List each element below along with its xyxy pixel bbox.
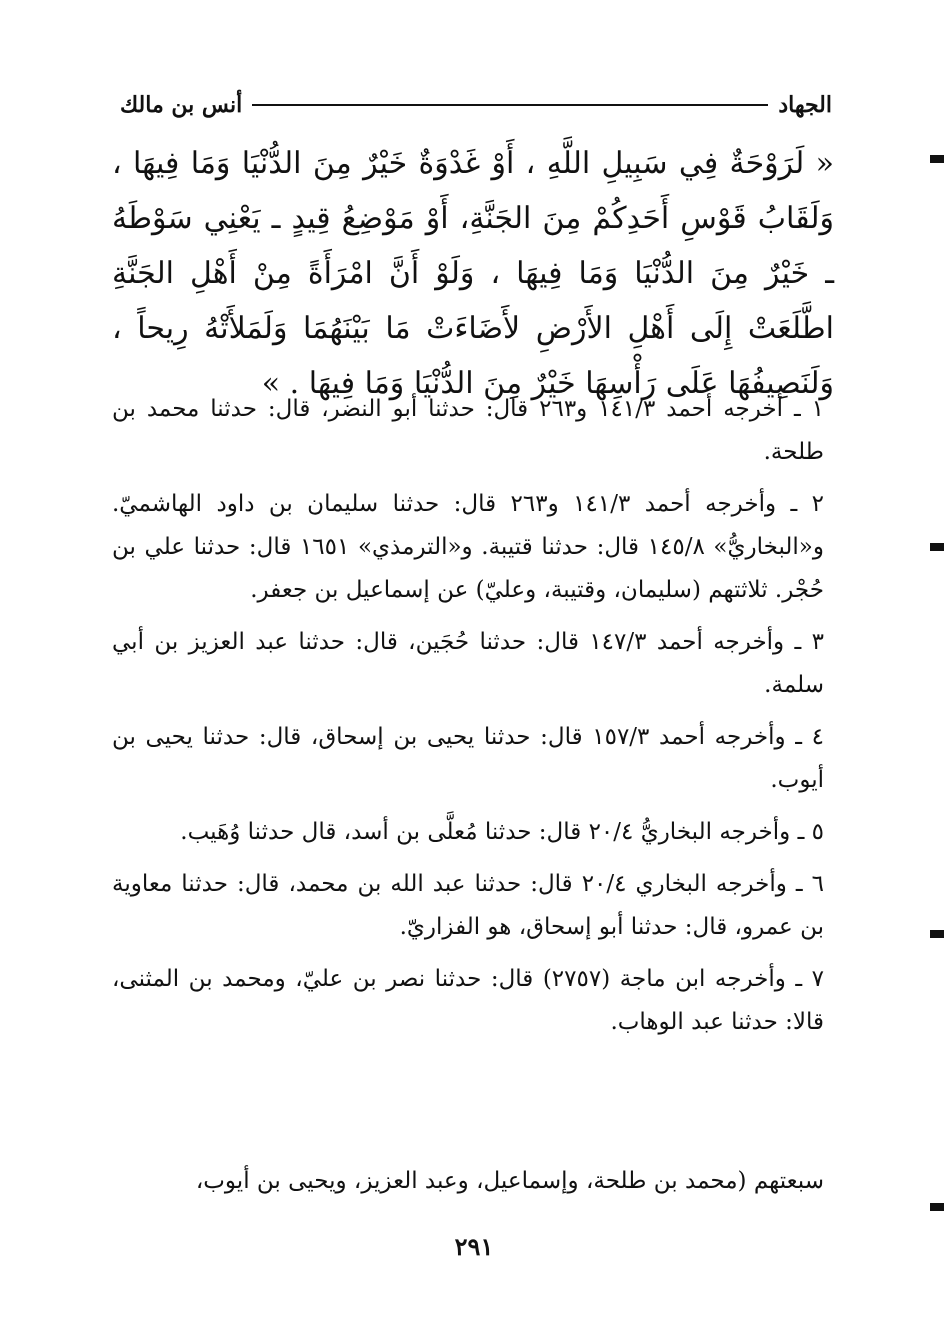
header-rule [252, 104, 768, 106]
footnotes [112, 388, 824, 1053]
footnote-3: ٣ ـ وأخرجه أحمد ١٤٧/٣ قال: حدثنا حُجَين، قال: حدثنا عبد العزيز بن أبي سلمة. [112, 629, 824, 698]
footnote-4: ٤ ـ وأخرجه أحمد ١٥٧/٣ قال: حدثنا يحيى بن إسحاق، قال: حدثنا يحيى بن أيوب. [112, 724, 824, 793]
section-title: أنس بن مالك [120, 92, 243, 118]
footnote-2: ٢ ـ وأخرجه أحمد ١٤١/٣ و٢٦٣ قال: حدثنا سليمان بن داود الهاشميّ. و«البخاريُّ» ١٤٥/٨ قال: حدثنا قتيبة. و«الترمذي» ١٦٥١ قال: حدثنا علي بن حُجْر. ثلاثتهم (سليمان، وقتيبة، وعليّ) عن إسماعيل بن جعفر. [112, 491, 824, 603]
footnote-6: ٦ ـ وأخرجه البخاري ٢٠/٤ قال: حدثنا عبد الله بن محمد، قال: حدثنا معاوية بن عمرو، قال: حدثنا أبو إسحاق، هو الفزاريّ. [112, 871, 824, 940]
running-header [120, 88, 832, 122]
page-number: ٢٩١ [454, 1232, 494, 1261]
summary-line: سبعتهم (محمد بن طلحة، وإسماعيل، وعبد العزيز، ويحيى بن أيوب، [195, 1168, 824, 1194]
footnote-1: ١ ـ أخرجه أحمد ١٤١/٣ و٢٦٣ قال: حدثنا أبو النضر، قال: حدثنا محمد بن طلحة. [112, 396, 824, 465]
footnote-7: ٧ ـ وأخرجه ابن ماجة (٢٧٥٧) قال: حدثنا نصر بن عليّ، ومحمد بن المثنى، قالا: حدثنا عبد الوهاب. [112, 966, 824, 1035]
scan-edge-mark [930, 1203, 944, 1211]
scan-edge-mark [930, 930, 944, 938]
scan-edge-mark [930, 543, 944, 551]
footnote-5: ٥ ـ وأخرجه البخاريُّ ٢٠/٤ قال: حدثنا مُعلَّى بن أسد، قال حدثنا وُهَيب. [180, 819, 824, 845]
scan-edge-mark [930, 155, 944, 163]
hadith-text: « لَرَوْحَةٌ فِي سَبِيلِ اللَّهِ ، أَوْ غَدْوَةٌ خَيْرٌ مِنَ الدُّنْيَا وَمَا فِيهَا ، وَلَقَابُ قَوْسِ أَحَدِكُمْ مِنَ الجَنَّةِ، أَوْ مَوْضِعُ قِيدٍ ـ يَعْنِي سَوْطَهُ ـ خَيْرٌ مِنَ الدُّنْيَا وَمَا فِيهَا ، وَلَوْ أَنَّ امْرَأَةً مِنْ أَهْلِ الجَنَّةِ اطَّلَعَتْ إِلَى أَهْلِ الأَرْضِ لأَضَاءَتْ مَا بَيْنَهُمَا وَلَمَلأَتْهُ رِيحاً ، وَلَنَصِيفُهَا عَلَى رَأْسِهَا خَيْرٌ مِنَ الدُّنْيَا وَمَا فِيهَا . » [112, 146, 834, 401]
chapter-title: الجهاد [778, 92, 832, 118]
